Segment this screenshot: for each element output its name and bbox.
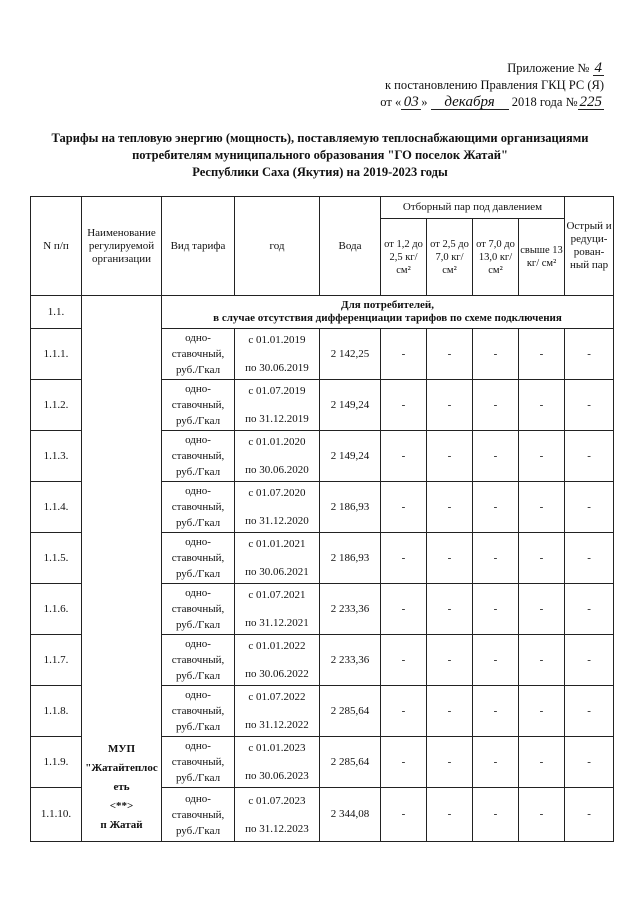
appendix-number-handwritten: 4 [594,60,602,76]
steam-tariff-cell: - [565,686,614,737]
appendix-prefix: Приложение № [507,61,590,75]
resolution-date-line [380,94,604,111]
period-cell [235,584,320,635]
period-to: по 30.06.2021 [245,566,309,578]
steam-tariff-cell: - [381,686,427,737]
period-spacer [235,603,319,615]
row-number: 1.1.5. [31,533,82,584]
header-steam-1: от 1,2 до 2,5 кг/ см² [381,219,427,296]
header-num: N п/п [31,197,82,296]
tariff-type-line: ставочный, [171,808,225,821]
tariff-type-line: руб./Гкал [175,772,221,784]
steam-tariff-cell: - [427,584,473,635]
row-number: 1.1.3. [31,431,82,482]
period-from: с 01.07.2020 [248,487,306,499]
title-line-2: потребителям муниципального образования "ГО поселок Жатай" [132,148,508,162]
steam-tariff-cell: - [565,635,614,686]
water-tariff: 2 186,93 [320,533,381,584]
tariff-type-line: ставочный, [171,552,225,564]
organization-cell [82,296,162,842]
tariff-type-cell [162,431,235,482]
period-cell [235,380,320,431]
period-cell [235,329,320,380]
steam-tariff-cell: - [427,686,473,737]
period-cell [235,482,320,533]
tariff-type-line: руб./Гкал [175,568,221,580]
header-organization: Наименование регулируемой организации [82,197,162,296]
row-number: 1.1.10. [31,788,82,842]
tariff-type-line: руб./Гкал [175,824,221,837]
tariff-type-line: одно- [185,587,211,599]
steam-tariff-cell: - [427,329,473,380]
tariff-type-line: руб./Гкал [175,619,221,631]
tariff-type-line: одно- [185,383,211,395]
tariff-type-line: ставочный, [171,501,225,513]
steam-tariff-cell: - [565,584,614,635]
title-line-1: Тарифы на тепловую энергию (мощность), поставляемую теплоснабжающими организациями [51,131,589,145]
steam-tariff-cell: - [519,788,565,842]
period-spacer [235,552,319,564]
period-to: по 31.12.2019 [245,413,309,425]
steam-tariff-cell: - [427,431,473,482]
steam-tariff-cell: - [565,380,614,431]
tariff-type-line: ставочный, [171,756,225,768]
steam-tariff-cell: - [473,380,519,431]
period-from: с 01.01.2020 [248,436,306,448]
steam-tariff-cell: - [381,329,427,380]
tariff-type-cell [162,584,235,635]
period-from: с 01.01.2019 [248,334,306,346]
organization-line-3: еть [113,781,130,793]
tariff-type-line: одно- [185,638,211,650]
group-description [162,296,614,329]
period-cell [235,788,320,842]
header-steam-4: свыше 13 кг/ см² [519,219,565,296]
steam-tariff-cell: - [381,533,427,584]
tariff-type-line: одно- [185,740,211,752]
water-tariff: 2 233,36 [320,584,381,635]
tariff-type-line: руб./Гкал [175,721,221,733]
tariff-type-cell [162,737,235,788]
document-title [20,130,620,181]
period-from: с 01.07.2021 [248,589,306,601]
steam-tariff-cell: - [381,584,427,635]
water-tariff: 2 285,64 [320,686,381,737]
steam-tariff-cell: - [473,533,519,584]
period-spacer [235,399,319,411]
steam-tariff-cell: - [473,737,519,788]
tariff-type-cell [162,329,235,380]
tariff-type-line: ставочный, [171,450,225,462]
steam-tariff-cell: - [519,533,565,584]
header-steam-2: от 2,5 до 7,0 кг/ см² [427,219,473,296]
steam-tariff-cell: - [565,533,614,584]
row-number: 1.1.9. [31,737,82,788]
tariff-type-cell [162,788,235,842]
steam-tariff-cell: - [473,431,519,482]
tariff-type-line: ставочный, [171,603,225,615]
tariff-type-line: ставочный, [171,654,225,666]
water-tariff: 2 142,25 [320,329,381,380]
steam-tariff-cell: - [565,482,614,533]
steam-tariff-cell: - [473,686,519,737]
period-to: по 30.06.2022 [245,668,309,680]
water-tariff: 2 186,93 [320,482,381,533]
period-spacer [235,501,319,513]
period-spacer [235,705,319,717]
row-number: 1.1.1. [31,329,82,380]
period-cell [235,737,320,788]
group-row-num: 1.1. [31,296,82,329]
steam-tariff-cell: - [427,635,473,686]
water-tariff: 2 344,08 [320,788,381,842]
water-tariff: 2 149,24 [320,380,381,431]
period-to: по 30.06.2019 [245,362,309,374]
period-spacer [235,450,319,462]
tariff-type-line: ставочный, [171,705,225,717]
header-steam-3: от 7,0 до 13,0 кг/ см² [473,219,519,296]
steam-tariff-cell: - [519,380,565,431]
period-from: с 01.01.2022 [248,640,306,652]
steam-tariff-cell: - [519,584,565,635]
steam-tariff-cell: - [519,635,565,686]
period-to: по 30.06.2020 [245,464,309,476]
resolution-line: к постановлению Правления ГКЦ РС (Я) [384,78,604,92]
tariff-table [30,196,614,842]
steam-tariff-cell: - [427,737,473,788]
row-number: 1.1.2. [31,380,82,431]
steam-tariff-cell: - [427,533,473,584]
period-to: по 31.12.2022 [245,719,309,731]
tariff-type-line: одно- [185,485,211,497]
tariff-type-cell [162,482,235,533]
header-sharp-steam: Острый и редуци-рован-ный пар [565,197,614,296]
period-from: с 01.07.2022 [248,691,306,703]
steam-tariff-cell: - [519,431,565,482]
period-to: по 30.06.2023 [245,770,309,782]
steam-tariff-cell: - [473,584,519,635]
period-from: с 01.01.2021 [248,538,306,550]
steam-tariff-cell: - [473,788,519,842]
period-spacer [235,756,319,768]
steam-tariff-cell: - [381,635,427,686]
steam-tariff-cell: - [381,737,427,788]
day-handwritten: 03 [401,95,421,110]
period-cell [235,431,320,482]
period-cell [235,533,320,584]
steam-tariff-cell: - [519,686,565,737]
header-year: год [235,197,320,296]
appendix-line [380,60,604,77]
steam-tariff-cell: - [473,482,519,533]
steam-tariff-cell: - [565,431,614,482]
tariff-type-line: руб./Гкал [175,415,221,427]
tariff-type-line: одно- [185,536,211,548]
steam-tariff-cell: - [519,482,565,533]
period-spacer [235,809,319,821]
tariff-type-line: ставочный, [171,348,225,360]
title-line-3: Республики Саха (Якутия) на 2019-2023 годы [192,165,448,179]
steam-tariff-cell: - [473,635,519,686]
row-number: 1.1.6. [31,584,82,635]
group-row [31,296,614,329]
year-text: 2018 года № [511,95,578,109]
water-tariff: 2 233,36 [320,635,381,686]
period-to: по 31.12.2023 [245,822,309,835]
steam-tariff-cell: - [473,329,519,380]
water-tariff: 2 149,24 [320,431,381,482]
steam-tariff-cell: - [565,788,614,842]
tariff-type-cell [162,635,235,686]
period-spacer [235,348,319,360]
group-line-1: Для потребителей, [341,299,434,311]
steam-tariff-cell: - [381,380,427,431]
steam-tariff-cell: - [519,737,565,788]
steam-tariff-cell: - [427,482,473,533]
period-from: с 01.01.2023 [248,742,306,754]
organization-line-2: "Жатайтеплос [85,762,158,774]
date-prefix: от « [380,95,402,109]
tariff-type-cell [162,533,235,584]
header-steam-group: Отборный пар под давлением [381,197,565,219]
steam-tariff-cell: - [565,737,614,788]
tariff-type-line: ставочный, [171,399,225,411]
group-line-2: в случае отсутствия дифференциации тарифов по схеме подключения [213,312,562,324]
period-cell [235,635,320,686]
period-spacer [235,654,319,666]
row-number: 1.1.4. [31,482,82,533]
tariff-type-line: одно- [185,332,211,344]
header-tariff-type: Вид тарифа [162,197,235,296]
tariff-type-line: одно- [185,434,211,446]
header-water: Вода [320,197,381,296]
steam-tariff-cell: - [427,788,473,842]
tariff-type-line: руб./Гкал [175,670,221,682]
period-from: с 01.07.2023 [248,794,306,807]
steam-tariff-cell: - [381,788,427,842]
water-tariff: 2 285,64 [320,737,381,788]
tariff-type-line: руб./Гкал [175,517,221,529]
steam-tariff-cell: - [519,329,565,380]
row-number: 1.1.7. [31,635,82,686]
steam-tariff-cell: - [427,380,473,431]
steam-tariff-cell: - [565,329,614,380]
tariff-type-line: одно- [185,792,211,805]
tariff-type-cell [162,686,235,737]
tariff-type-cell [162,380,235,431]
period-to: по 31.12.2021 [245,617,309,629]
organization-line-5: п Жатай [100,819,143,831]
tariff-type-line: одно- [185,689,211,701]
period-to: по 31.12.2020 [245,515,309,527]
appendix-header [380,60,604,111]
period-from: с 01.07.2019 [248,385,306,397]
organization-line-4: <**> [109,800,134,812]
date-mid: » [421,95,428,109]
month-handwritten: декабря [431,95,509,110]
steam-tariff-cell: - [381,431,427,482]
tariff-type-line: руб./Гкал [175,466,221,478]
tariff-type-line: руб./Гкал [175,364,221,376]
steam-tariff-cell: - [381,482,427,533]
resolution-number-handwritten: 225 [579,94,602,110]
row-number: 1.1.8. [31,686,82,737]
organization-line-1: МУП [107,743,135,755]
period-cell [235,686,320,737]
